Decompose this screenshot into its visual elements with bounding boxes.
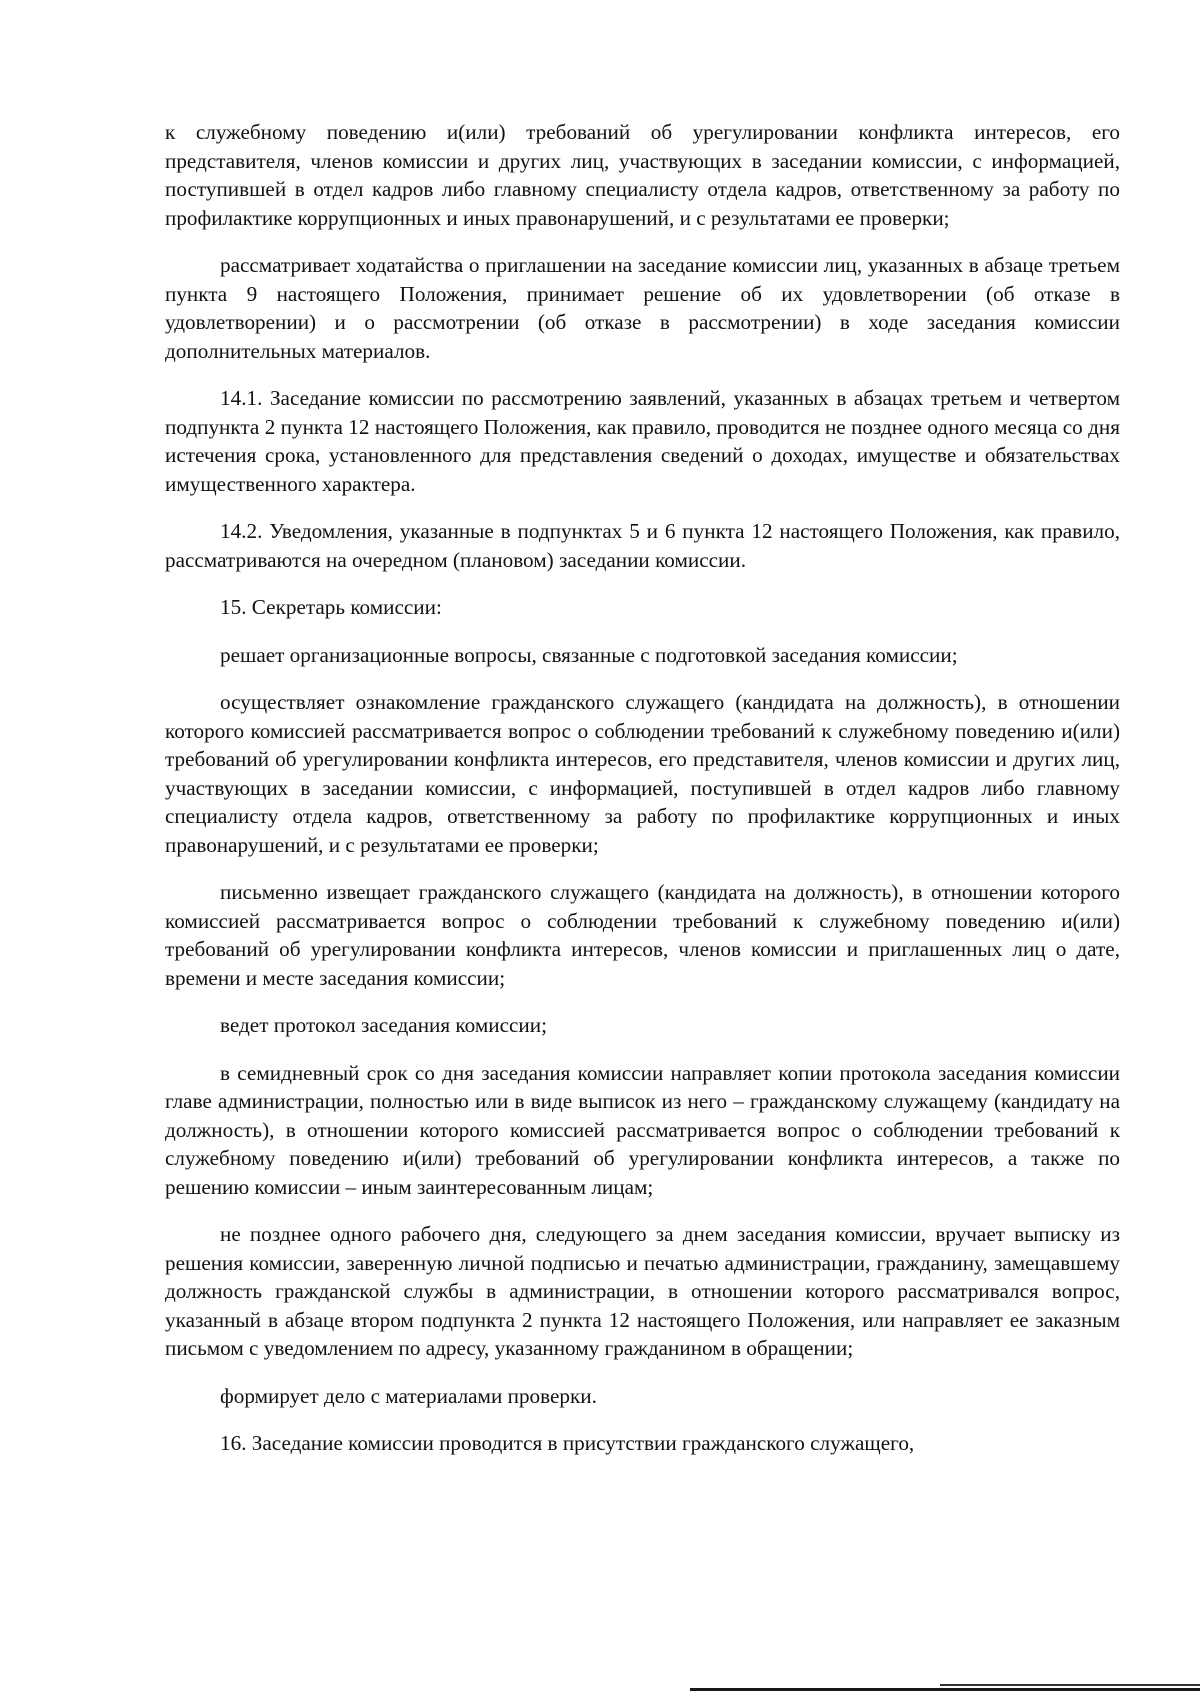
paragraph-case-file: формирует дело с материалами проверки. [220, 1383, 597, 1408]
paragraph-familiarization: осуществляет ознакомление гражданского служащего (кандидата на должность), в отношении которого комиссией рассматривается вопрос о соблюдении требований к служебному поведению и(или) требований об урегулировании конфликта интересов, его представителя, членов комиссии и других лиц, участвующих в заседании комиссии, с информацией, поступившей в отдел кадров либо главному специалисту отдела кадров, ответственному за работу по профилактике коррупционных и иных правонарушений, и с результатами ее проверки; [165, 690, 1120, 857]
paragraph-protocol: ведет протокол заседания комиссии; [220, 1013, 547, 1037]
paragraph-15-heading: 15. Секретарь комиссии: [220, 595, 442, 619]
document-body [165, 118, 1120, 1458]
paragraph-16: 16. Заседание комиссии проводится в присутствии гражданского служащего, [220, 1431, 915, 1455]
paragraph-notification: письменно извещает гражданского служащего (кандидата на должность), в отношении которого комиссией рассматривается вопрос о соблюдении требований к служебному поведению и(или) требований об урегулировании конфликта интересов, членов комиссии и приглашенных лиц о дате, времени и месте заседания комиссии; [165, 880, 1120, 990]
scan-artifact-line-bottom [690, 1688, 1200, 1691]
paragraph-extract: не позднее одного рабочего дня, следующего за днем заседания комиссии, вручает выписку из решения комиссии, заверенную личной подписью и печатью администрации, гражданину, замещавшему должность гражданской службы в администрации, в отношении которого рассматривался вопрос, указанный в абзаце втором подпункта 2 пункта 12 настоящего Положения, или направляет ее заказным письмом с уведомлением по адресу, указанному гражданином в обращении; [165, 1222, 1120, 1360]
scan-artifact-line [940, 1684, 1200, 1686]
paragraph-14-2: 14.2. Уведомления, указанные в подпунктах 5 и 6 пункта 12 настоящего Положения, как правило, рассматриваются на очередном (плановом) заседании комиссии. [165, 519, 1120, 572]
paragraph-14-1: 14.1. Заседание комиссии по рассмотрению заявлений, указанных в абзацах третьем и четвертом подпункта 2 пункта 12 настоящего Положения, как правило, проводится не позднее одного месяца со дня истечения срока, установленного для представления сведений о доходах, имуществе и обязательствах имущественного характера. [165, 386, 1120, 496]
paragraph-petitions: рассматривает ходатайства о приглашении на заседание комиссии лиц, указанных в абзаце третьем пункта 9 настоящего Положения, принимает решение об их удовлетворении (об отказе в удовлетворении) и о рассмотрении (об отказе в рассмотрении) в ходе заседания комиссии дополнительных материалов. [165, 253, 1120, 363]
paragraph-copies: в семидневный срок со дня заседания комиссии направляет копии протокола заседания комиссии главе администрации, полностью или в виде выписок из него – гражданскому служащему (кандидату на должность), в отношении которого комиссией рассматривается вопрос о соблюдении требований к служебному поведению и(или) требований об урегулировании конфликта интересов, а также по решению комиссии – иным заинтересованным лицам; [165, 1060, 1120, 1199]
paragraph-continuation: к служебному поведению и(или) требований об урегулировании конфликта интересов, его представителя, членов комиссии и других лиц, участвующих в заседании комиссии, с информацией, поступившей в отдел кадров либо главному специалисту отдела кадров, ответственному за работу по профилактике коррупционных и иных правонарушений, и с результатами ее проверки; [165, 120, 1120, 230]
paragraph-organizational: решает организационные вопросы, связанные с подготовкой заседания комиссии; [220, 642, 958, 667]
